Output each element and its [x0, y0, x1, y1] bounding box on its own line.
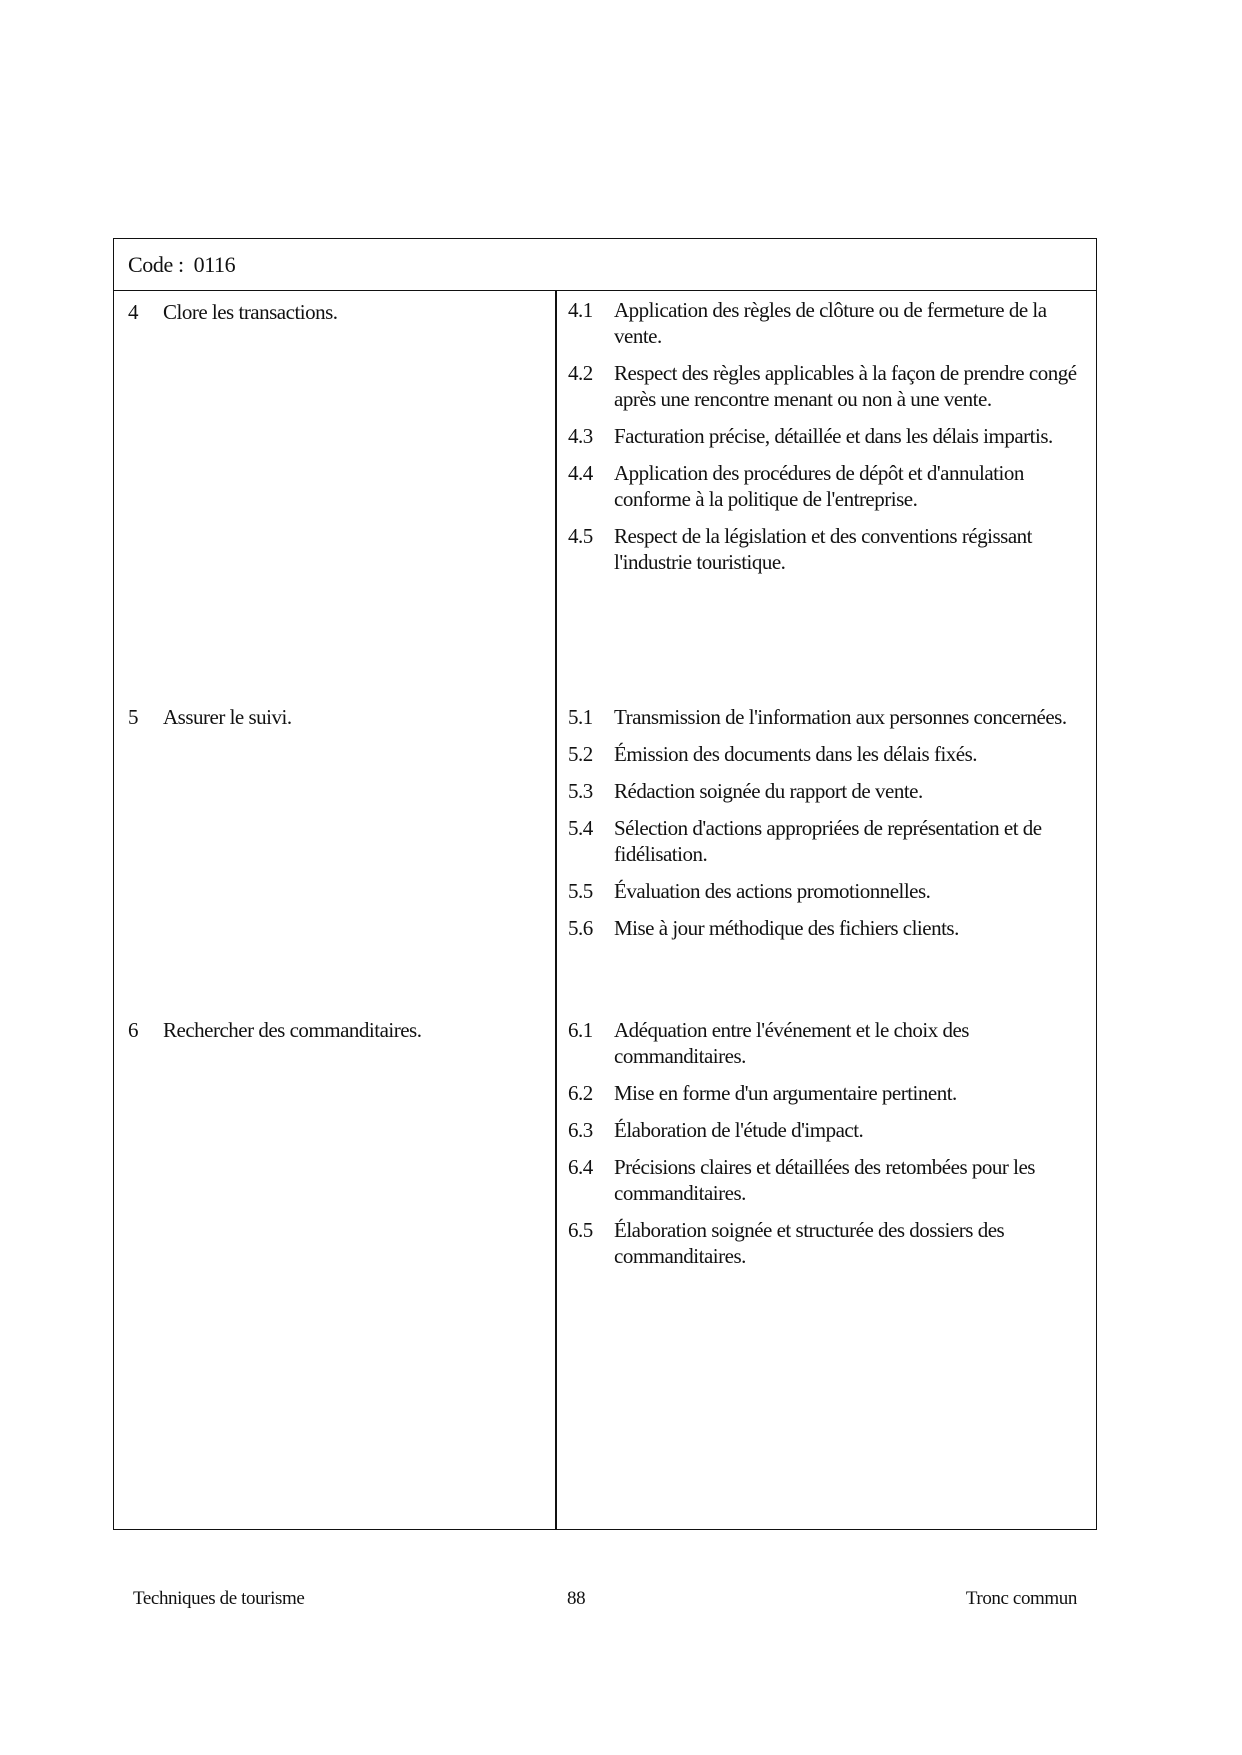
- criterion-item: [568, 1017, 1086, 1069]
- criterion-number: 5.6: [568, 916, 593, 940]
- criterion-text: Adéquation entre l'événement et le choix des commanditaires.: [614, 1018, 969, 1068]
- criterion-number: 6.4: [568, 1155, 593, 1179]
- criterion-number: 6.5: [568, 1218, 593, 1242]
- element-number: 6: [128, 1018, 138, 1042]
- criterion-item: [568, 523, 1086, 575]
- criterion-item: [568, 297, 1086, 349]
- criterion-number: 4.3: [568, 424, 593, 448]
- element-4: [128, 299, 538, 325]
- competency-table: [113, 238, 1097, 1530]
- criterion-item: [568, 915, 1086, 941]
- criterion-number: 5.5: [568, 879, 593, 903]
- footer-section: Tronc commun: [965, 1588, 1077, 1609]
- criterion-number: 4.5: [568, 524, 593, 548]
- footer-program: Techniques de tourisme: [133, 1588, 305, 1609]
- footer-page-number: 88: [567, 1588, 586, 1609]
- element-title: Clore les transactions.: [163, 300, 338, 324]
- criterion-item: [568, 1080, 1086, 1106]
- criterion-item: [568, 1217, 1086, 1269]
- criterion-text: Sélection d'actions appropriées de représentation et de fidélisation.: [614, 816, 1042, 866]
- criterion-text: Respect de la législation et des conventions régissant l'industrie touristique.: [614, 524, 1032, 574]
- criterion-text: Élaboration de l'étude d'impact.: [614, 1118, 864, 1142]
- criterion-text: Émission des documents dans les délais fixés.: [614, 742, 978, 766]
- element-5: [128, 704, 538, 730]
- criterion-number: 6.2: [568, 1081, 593, 1105]
- criterion-number: 5.2: [568, 742, 593, 766]
- code-row: [114, 239, 1096, 291]
- criterion-number: 4.1: [568, 298, 593, 322]
- criterion-text: Précisions claires et détaillées des retombées pour les commanditaires.: [614, 1155, 1035, 1205]
- criterion-item: [568, 878, 1086, 904]
- element-6: [128, 1017, 538, 1043]
- criterion-number: 4.2: [568, 361, 593, 385]
- criterion-item: [568, 815, 1086, 867]
- criterion-item: [568, 360, 1086, 412]
- criterion-number: 6.1: [568, 1018, 593, 1042]
- criterion-item: [568, 1154, 1086, 1206]
- criterion-item: [568, 423, 1086, 449]
- criterion-text: Mise en forme d'un argumentaire pertinent.: [614, 1081, 957, 1105]
- criterion-text: Évaluation des actions promotionnelles.: [614, 879, 931, 903]
- criterion-number: 5.1: [568, 705, 593, 729]
- code-label: Code :: [128, 252, 184, 277]
- criterion-text: Élaboration soignée et structurée des dossiers des commanditaires.: [614, 1218, 1005, 1268]
- criterion-text: Mise à jour méthodique des fichiers clients.: [614, 916, 959, 940]
- criterion-item: [568, 778, 1086, 804]
- element-title: Assurer le suivi.: [163, 705, 292, 729]
- criterion-text: Respect des règles applicables à la façon de prendre congé après une rencontre menant ou non à une vente.: [614, 361, 1077, 411]
- criterion-number: 4.4: [568, 461, 593, 485]
- criteria-list-5: [568, 704, 1086, 952]
- criterion-text: Transmission de l'information aux personnes concernées.: [614, 705, 1067, 729]
- criterion-item: [568, 741, 1086, 767]
- criterion-item: [568, 704, 1086, 730]
- criteria-list-4: [568, 297, 1086, 586]
- criterion-item: [568, 460, 1086, 512]
- criterion-number: 6.3: [568, 1118, 593, 1142]
- criterion-text: Rédaction soignée du rapport de vente.: [614, 779, 923, 803]
- criterion-number: 5.3: [568, 779, 593, 803]
- criterion-text: Application des règles de clôture ou de fermeture de la vente.: [614, 298, 1047, 348]
- element-number: 4: [128, 300, 138, 324]
- column-divider: [555, 291, 557, 1529]
- criteria-list-6: [568, 1017, 1086, 1280]
- criterion-item: [568, 1117, 1086, 1143]
- element-title: Rechercher des commanditaires.: [163, 1018, 422, 1042]
- code-value: 0116: [193, 252, 236, 277]
- criterion-text: Facturation précise, détaillée et dans les délais impartis.: [614, 424, 1053, 448]
- criterion-number: 5.4: [568, 816, 593, 840]
- element-number: 5: [128, 705, 138, 729]
- criterion-text: Application des procédures de dépôt et d'annulation conforme à la politique de l'entreprise.: [614, 461, 1024, 511]
